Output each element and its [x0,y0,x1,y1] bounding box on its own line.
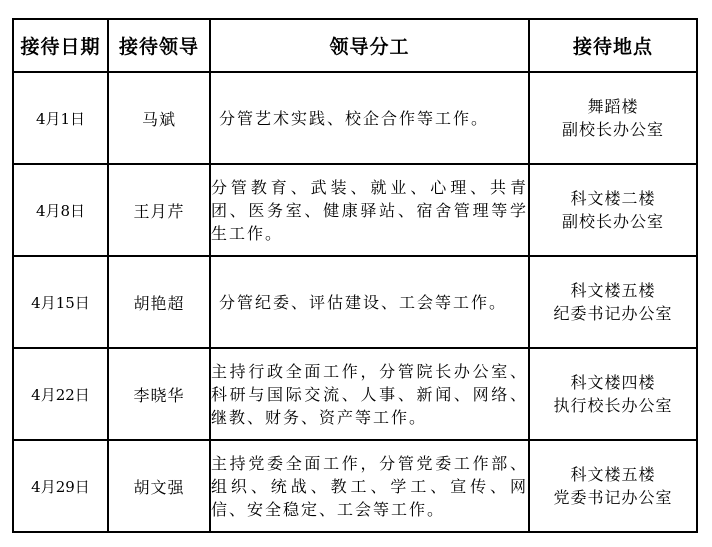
reception-place [529,72,697,164]
leader-duty: 主持党委全面工作，分管党委工作部、组织、统战、教工、学工、宣传、网信、安全稳定、工会等工作。 [210,440,529,532]
reception-date: 4月22日 [13,348,108,440]
reception-leader: 胡文强 [108,440,210,532]
leader-duty: 分管纪委、评估建设、工会等工作。 [210,256,529,348]
header-leader: 接待领导 [108,19,210,72]
reception-place [529,440,697,532]
reception-date: 4月15日 [13,256,108,348]
leader-duty: 分管教育、武装、就业、心理、共青团、医务室、健康驿站、宿舍管理等学生工作。 [210,164,529,256]
leader-duty: 主持行政全面工作，分管院长办公室、科研与国际交流、人事、新闻、网络、继教、财务、资产等工作。 [210,348,529,440]
table-row [13,348,697,440]
leader-duty: 分管艺术实践、校企合作等工作。 [210,72,529,164]
header-place: 接待地点 [529,19,697,72]
table-row [13,440,697,532]
table-header [13,19,697,72]
place-office: 纪委书记办公室 [553,304,673,323]
table-row [13,72,697,164]
reception-place [529,164,697,256]
reception-date: 4月8日 [13,164,108,256]
reception-leader: 胡艳超 [108,256,210,348]
header-date: 接待日期 [13,19,108,72]
place-building: 科文楼五楼 [570,281,656,300]
header-duty: 领导分工 [210,19,529,72]
reception-date: 4月1日 [13,72,108,164]
table-row [13,256,697,348]
place-building: 科文楼五楼 [570,465,656,484]
place-building: 舞蹈楼 [587,97,639,116]
reception-place [529,256,697,348]
header-row [13,19,697,72]
reception-schedule-table [12,18,698,533]
reception-place [529,348,697,440]
table-row [13,164,697,256]
table-body [13,72,697,532]
reception-leader: 李晓华 [108,348,210,440]
reception-leader: 马斌 [108,72,210,164]
place-building: 科文楼二楼 [570,189,656,208]
place-office: 副校长办公室 [561,120,664,139]
place-office: 党委书记办公室 [553,488,673,507]
place-office: 执行校长办公室 [553,396,673,415]
reception-date: 4月29日 [13,440,108,532]
reception-leader: 王月芹 [108,164,210,256]
place-building: 科文楼四楼 [570,373,656,392]
place-office: 副校长办公室 [561,212,664,231]
